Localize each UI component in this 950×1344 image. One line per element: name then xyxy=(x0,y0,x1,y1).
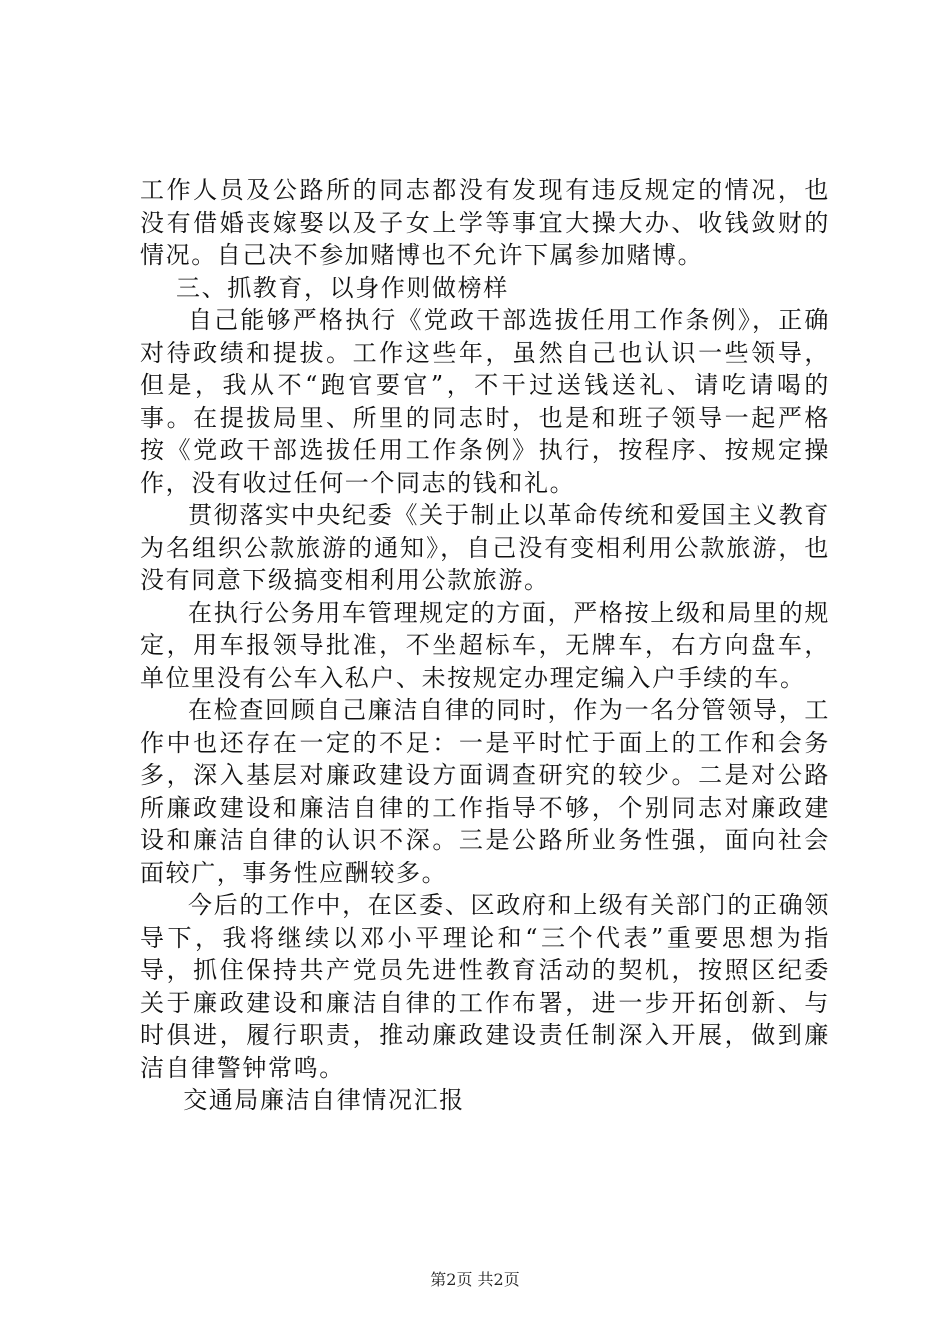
paragraph-continuation: 工作人员及公路所的同志都没有发现有违反规定的情况，也没有借婚丧嫁娶以及子女上学等事宜大操大办、收钱敛财的情况。自己决不参加赌博也不允许下属参加赌博。 xyxy=(140,176,830,269)
document-body xyxy=(140,174,830,1117)
document-title-line: 交通局廉洁自律情况汇报 xyxy=(183,1086,465,1114)
paragraph-official-vehicles: 在执行公务用车管理规定的方面，严格按上级和局里的规定，用车报领导批准，不坐超标车，无牌车，右方向盘车，单位里没有公车入私户、未按规定办理定编入户手续的车。 xyxy=(140,598,830,692)
section-heading: 三、抓教育，以身作则做榜样 xyxy=(176,273,509,302)
paragraph-shortcomings: 在检查回顾自己廉洁自律的同时，作为一名分管领导，工作中也还存在一定的不足：一是平时忙于面上的工作和会务多，深入基层对廉政建设方面调查研究的较少。二是对公路所廉政建设和廉洁自律的工作指导不够，个别同志对廉政建设和廉洁自律的认识不深。三是公路所业务性强，面向社会面较广，事务性应酬较多。 xyxy=(140,696,830,887)
paragraph-future-work: 今后的工作中，在区委、区政府和上级有关部门的正确领导下，我将继续以邓小平理论和“三个代表”重要思想为指导，抓住保持共产党员先进性教育活动的契机，按照区纪委关于廉政建设和廉洁自律的工作布署，进一步开拓创新、与时俱进，履行职责，推动廉政建设责任制深入开展，做到廉洁自律警钟常鸣。 xyxy=(140,891,830,1082)
page-number-footer: 第2页 共2页 xyxy=(430,1270,520,1289)
paragraph-public-travel: 贯彻落实中央纪委《关于制止以革命传统和爱国主义教育为名组织公款旅游的通知》，自己没有变相利用公款旅游，也没有同意下级搞变相利用公款旅游。 xyxy=(140,501,830,594)
paragraph-cadre-selection: 自己能够严格执行《党政干部选拔任用工作条例》，正确对待政绩和提拔。工作这些年，虽然自己也认识一些领导，但是，我从不“跑官要官”，不干过送钱送礼、请吃请喝的事。在提拔局里、所里的同志时，也是和班子领导一起严格按《党政干部选拔任用工作条例》执行，按程序、按规定操作，没有收过任何一个同志的钱和礼。 xyxy=(140,306,830,497)
